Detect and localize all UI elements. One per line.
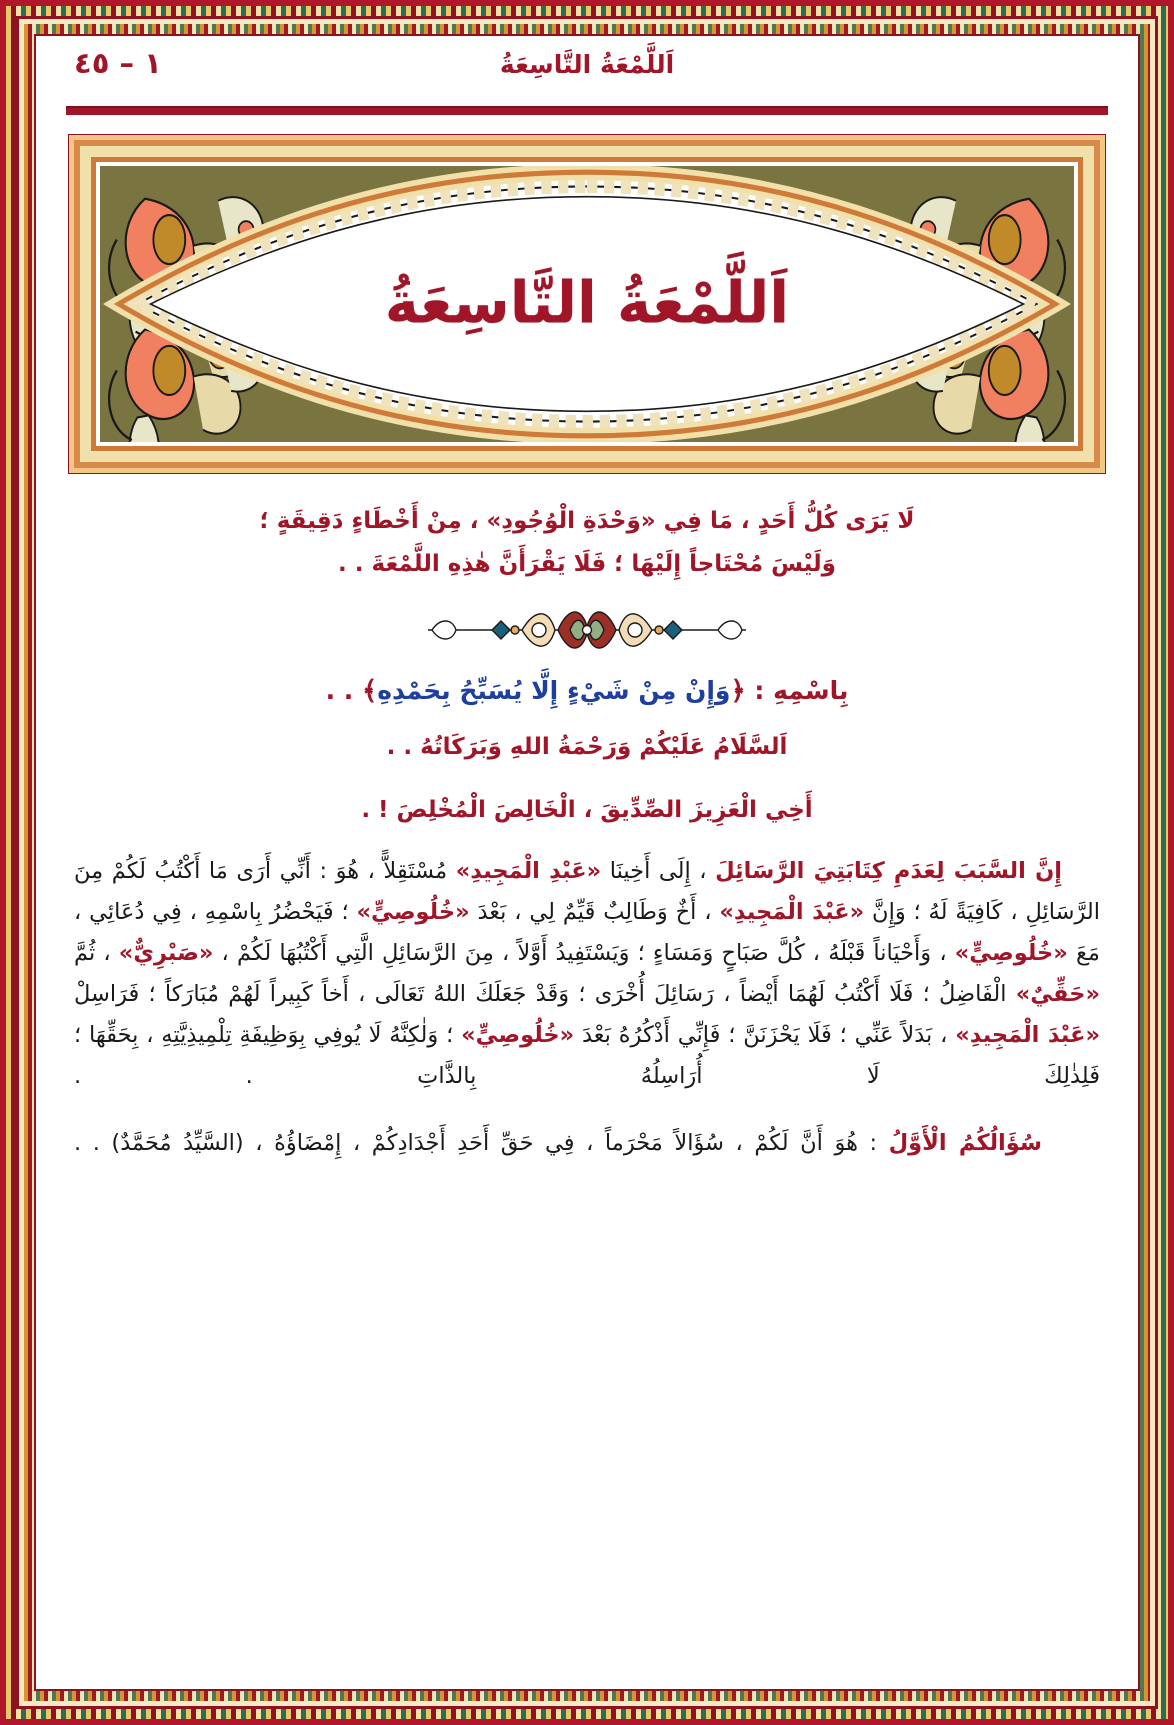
verse-open-bracket: ﴿ — [730, 676, 746, 707]
page-surface — [40, 40, 1134, 1685]
verse-close-bracket: ﴾ — [362, 676, 378, 707]
ornamental-title-panel — [68, 134, 1106, 474]
plain-text-run: الْفَاضِلُ ؛ فَلَا أَكْتُبُ لَهُمَا أَيْضاً ، رَسَائِلَ أُخْرَى ؛ وَقَدْ جَعَلَكَ اللهُ تَعَالَى ، أَخاً كَبِيراً لَهُمْ مُبَارَكاً ؛ فَرَاسِلْ — [74, 980, 1016, 1007]
intro-line-1: لَا يَرَى كُلُّ أَحَدٍ ، مَا فِي «وَحْدَةِ الْوُجُودِ» ، مِنْ أَخْطَاءٍ دَقِيقَةٍ ؛ — [259, 508, 915, 534]
ornamental-title-text: اَللَّمْعَةُ التَّاسِعَةُ — [384, 268, 790, 337]
highlight-phrase: إِنَّ السَّبَبَ لِعَدَمِ كِتَابَتِيَ الرَّسَائِلَ — [715, 857, 1062, 884]
highlight-phrase: «خُلُوصِيٍّ» — [356, 898, 470, 925]
plain-text-run: ؛ فَيَحْضُرُ بِاسْمِهِ ، فِي دُعَائِي ، مَعَ — [74, 898, 1100, 966]
question-paragraph — [74, 1123, 1100, 1164]
highlight-phrase: «خُلُوصِيٍّ» — [461, 1021, 575, 1048]
body-text — [74, 858, 1100, 1089]
plain-text-run: مُسْتَقِلاًّ ، هُوَ : أَنِّي أَرَى مَا أَكْتُبُ لَكُمْ مِنَ الرَّسَائِلِ ، كَافِيَةً لَهُ ؛ وَإِنَّ — [74, 857, 1100, 925]
quran-verse-line — [74, 669, 1100, 713]
verse-text: وَإِنْ مِنْ شَيْءٍ إِلَّا يُسَبِّحُ بِحَمْدِهِ — [377, 676, 731, 706]
highlight-phrase: «عَبْدِ الْمَجِيدِ» — [455, 857, 602, 884]
basmala-prefix: بِاسْمِهِ : — [745, 676, 849, 706]
plain-text-run: ، ثُمَّ — [74, 939, 119, 966]
ornament-field — [100, 166, 1074, 442]
body-paragraph — [74, 851, 1100, 1097]
page-header — [40, 40, 1134, 112]
plain-text-run: ؛ وَلٰكِنَّهُ لَا يُوفِي بِوَظِيفَةِ تِلْمِيذِيَّتِهِ ، بِحَقِّهَا ؛ فَلِذٰلِكَ لَا أُرَاسِلُهُ بِالذَّاتِ . . — [74, 1021, 1100, 1089]
addressee-line: أَخِي الْعَزِيزَ الصِّدِّيقَ ، الْخَالِصَ الْمُخْلِصَ ! . — [361, 797, 813, 824]
intro-note — [74, 500, 1100, 585]
header-rule — [66, 106, 1108, 115]
plain-text-run: : هُوَ أَنَّ لَكُمْ ، سُؤَالاً مَحْرَماً ، فِي حَقِّ أَحَدِ أَجْدَادِكُمْ ، إِمْضَاؤُهُ ، (السَّيِّدُ مُحَمَّدٌ) . . — [74, 1129, 889, 1156]
page-number-marker: ١ – ٤٥ — [74, 46, 162, 80]
plain-text-run: ، بَدَلاً عَنِّي ؛ فَلَا يَحْزَنَنَّ ؛ فَإِنِّي أَذْكُرُهُ بَعْدَ — [574, 1021, 956, 1048]
decorative-divider — [74, 605, 1100, 661]
salutation-line: اَلسَّلَامُ عَلَيْكُمْ وَرَحْمَةُ اللهِ وَبَرَكَاتُهُ . . — [386, 734, 788, 761]
plain-text-run: ، أَخٌ وَطَالِبٌ قَيِّمٌ لِي ، بَعْدَ — [469, 898, 720, 925]
divider-ornament-icon — [422, 605, 752, 655]
running-header-title: اَللَّمْعَةُ التَّاسِعَةُ — [499, 50, 675, 79]
highlight-phrase: «عَبْدَ الْمَجِيدِ» — [719, 898, 865, 925]
page-content — [40, 500, 1134, 1163]
question-text — [74, 1130, 1042, 1156]
highlight-phrase: سُؤَالُكُمُ الْأَوَّلُ — [888, 1129, 1042, 1156]
plain-text-run: ، وَأَحْيَاناً قَبْلَهُ ، كُلَّ صَبَاحٍ وَمَسَاءٍ ؛ وَيَسْتَفِيدُ أَوَّلاً ، مِنَ الرَّسَائِلِ الَّتِي أَكْتُبُهَا لَكُمْ ، — [213, 939, 955, 966]
question-indent — [1042, 1130, 1100, 1156]
highlight-phrase: «صَبْرِيٌّ» — [118, 939, 214, 966]
intro-line-2: وَلَيْسَ مُحْتَاجاً إِلَيْهَا ؛ فَلَا يَقْرَأَنَّ هٰذِهِ اللَّمْعَةَ . . — [338, 550, 836, 577]
body-indent — [1062, 858, 1100, 884]
plain-text-run: ، إِلَى أَخِينَا — [601, 857, 716, 884]
highlight-phrase: «حَقِّيٌ» — [1015, 980, 1100, 1007]
verse-trailing-dots: . . — [325, 676, 363, 706]
highlight-phrase: «عَبْدَ الْمَجِيدِ» — [955, 1021, 1100, 1048]
highlight-phrase: «خُلُوصِيٍّ» — [954, 939, 1068, 966]
